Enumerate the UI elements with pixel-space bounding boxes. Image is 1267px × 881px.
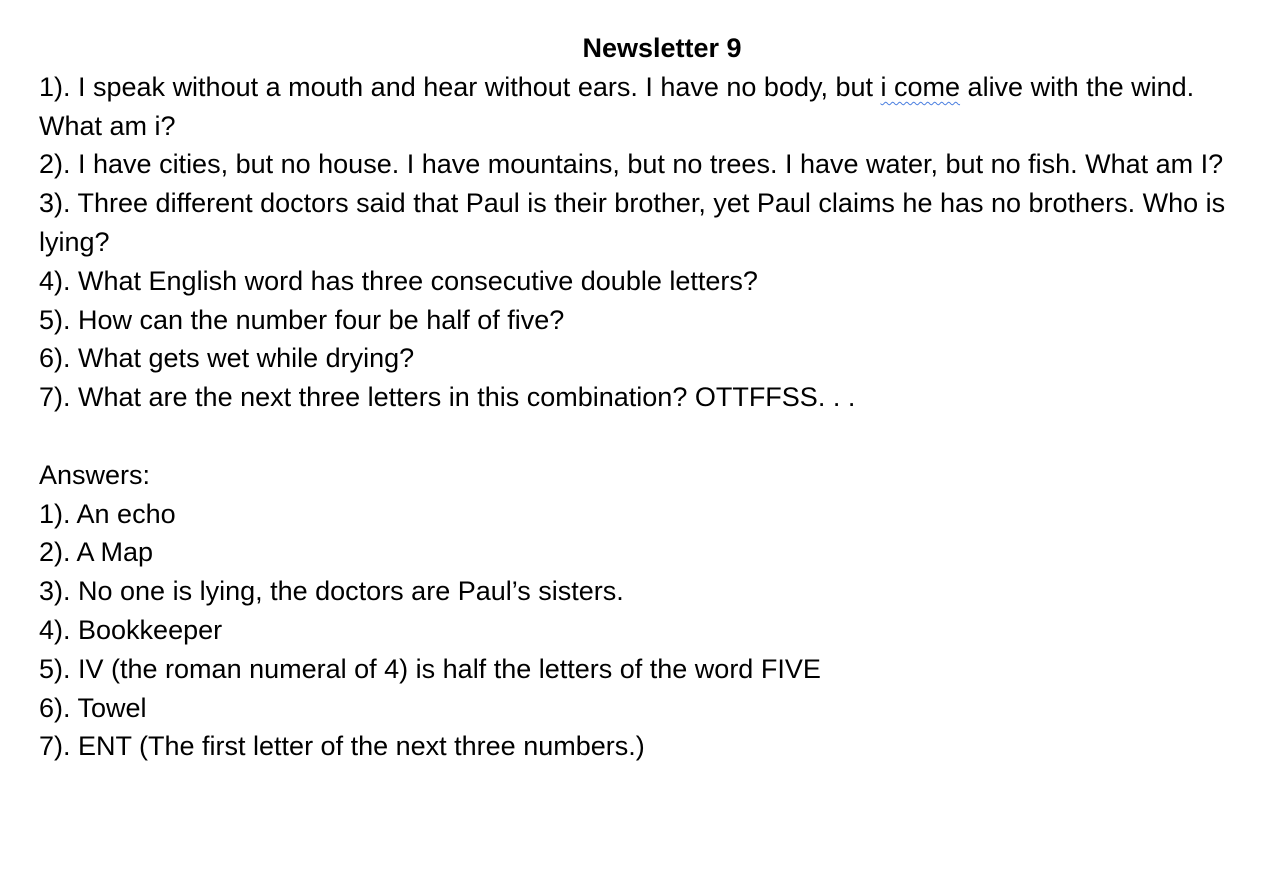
answer-4: 4). Bookkeeper <box>39 614 223 645</box>
answer-2: 2). A Map <box>39 537 154 568</box>
question-1-text-end: alive with the wind. What am i? <box>39 71 1195 141</box>
question-6: 6). What gets wet while drying? <box>39 343 415 374</box>
question-4: 4). What English word has three consecutive double letters? <box>39 265 758 296</box>
question-2: 2). I have cities, but no house. I have mountains, but no trees. I have water, but no fish. What am I? <box>39 149 1224 180</box>
question-5: 5). How can the number four be half of five? <box>39 304 565 335</box>
answer-7: 7). ENT (The first letter of the next three numbers.) <box>39 731 645 762</box>
answers-heading: Answers: <box>39 459 151 490</box>
answer-6: 6). Towel <box>39 692 147 723</box>
document-title: Newsletter 9 <box>582 33 742 63</box>
document-body[interactable] <box>39 29 1249 766</box>
answer-3: 3). No one is lying, the doctors are Paul’s sisters. <box>39 576 624 607</box>
answer-1: 1). An echo <box>39 498 176 529</box>
spellcheck-flagged-text[interactable]: i come <box>880 71 961 102</box>
answer-5: 5). IV (the roman numeral of 4) is half the letters of the word FIVE <box>39 653 821 684</box>
question-7: 7). What are the next three letters in this combination? OTTFFSS. . . <box>39 382 856 413</box>
question-1 <box>39 68 1249 146</box>
question-3: 3). Three different doctors said that Paul is their brother, yet Paul claims he has no brothers. Who is lying? <box>39 188 1226 257</box>
question-1-text-start: 1). I speak without a mouth and hear without ears. I have no body, but <box>39 71 881 102</box>
blank-line <box>39 417 1249 456</box>
